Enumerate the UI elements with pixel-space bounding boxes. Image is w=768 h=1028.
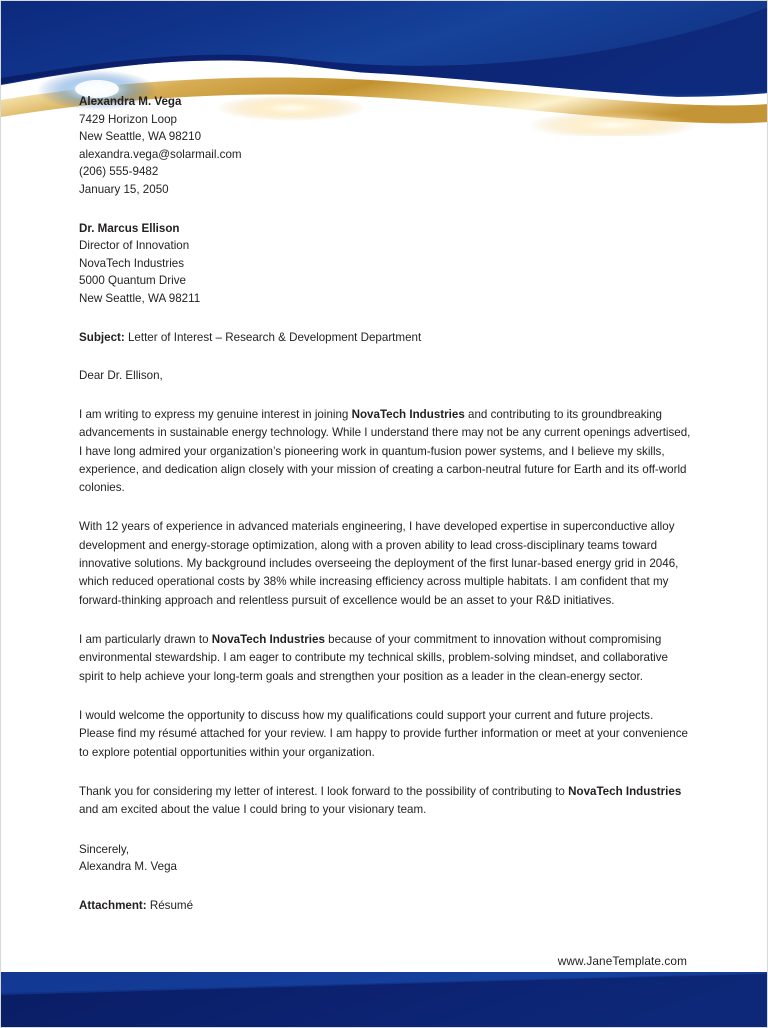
salutation: Dear Dr. Ellison,: [79, 369, 163, 383]
paragraph-2: With 12 years of experience in advanced materials engineering, I have developed expertise in superconductive alloy development and energy-storage optimization, along with a proven ability to lead cross-disciplinary teams toward innovative solutions. My background includes overseeing the deployment of the first lunar-based energy grid in 2046, which reduced operational costs by 38% while increasing efficiency across multiple habitats. I am confident that my forward-thinking approach and relentless pursuit of excellence would be an asset to your R&D initiatives.: [79, 520, 679, 607]
subject-text: Letter of Interest – Research & Development Department: [124, 330, 422, 344]
company-mention-3: NovaTech Industries: [568, 784, 682, 798]
paragraph-5-part-b: and am excited about the value I could bring to your visionary team.: [79, 803, 427, 817]
recipient-name: Dr. Marcus Ellison: [79, 221, 180, 235]
footer-website[interactable]: www.JaneTemplate.com: [557, 954, 687, 968]
paragraph-5-part-a: Thank you for considering my letter of interest. I look forward to the possibility of contributing to: [79, 784, 569, 798]
sender-address-block: [79, 93, 691, 199]
subject-label: Subject:: [79, 330, 125, 344]
company-mention-1: NovaTech Industries: [351, 407, 465, 421]
recipient-company: NovaTech Industries: [79, 256, 185, 270]
attachment-label: Attachment:: [79, 898, 147, 912]
sender-street: 7429 Horizon Loop: [79, 112, 177, 126]
footer-decoration: [1, 969, 768, 1027]
paragraph-4: I would welcome the opportunity to discuss how my qualifications could support your current and future projects. Please find my résumé attached for your review. I am happy to provide further information or meet at your convenience to explore potential opportunities within your organization.: [79, 708, 688, 759]
paragraph-1-part-b: and contributing to its groundbreaking advancements in sustainable energy technology. While I understand there may not be any current openings advertised, I have long admired your organization’s pioneering work in quantum-fusion power systems, and I believe my skills, experience, and dedication align closely with your mission of creating a carbon-neutral future for Earth and its off-world colonies.: [79, 407, 691, 495]
attachment-value: Résumé: [146, 898, 194, 912]
sender-name: Alexandra M. Vega: [79, 95, 182, 108]
recipient-address-block: [79, 220, 691, 308]
signoff: Sincerely,: [79, 842, 130, 856]
recipient-street: 5000 Quantum Drive: [79, 274, 186, 288]
paragraph-3-part-a: I am particularly drawn to: [79, 633, 212, 647]
paragraph-1: [79, 406, 691, 498]
sender-city-state-zip: New Seattle, WA 98210: [79, 130, 202, 144]
letter-body: [79, 93, 691, 914]
paragraph-3-part-b: because of your commitment to innovation without compromising environmental stewardship. I am eager to contribute my technical skills, problem-solving mindset, and collaborative spirit to help achieve your long-term goals and strengthen your position as a leader in the clean-energy sector.: [79, 633, 668, 683]
sender-phone: (206) 555-9482: [79, 165, 159, 179]
letter-date: January 15, 2050: [79, 183, 169, 197]
subject-line: [79, 329, 691, 347]
closing-block: [79, 841, 691, 876]
recipient-title: Director of Innovation: [79, 239, 190, 253]
sender-email: alexandra.vega@solarmail.com: [79, 147, 242, 161]
recipient-city-state-zip: New Seattle, WA 98211: [79, 292, 201, 306]
company-mention-2: NovaTech Industries: [211, 633, 325, 647]
paragraph-5: [79, 783, 691, 820]
paragraph-1-part-a: I am writing to express my genuine interest in joining: [79, 407, 352, 421]
paragraph-3: [79, 631, 691, 686]
signature-name: Alexandra M. Vega: [79, 860, 177, 874]
attachment-line: [79, 897, 691, 915]
